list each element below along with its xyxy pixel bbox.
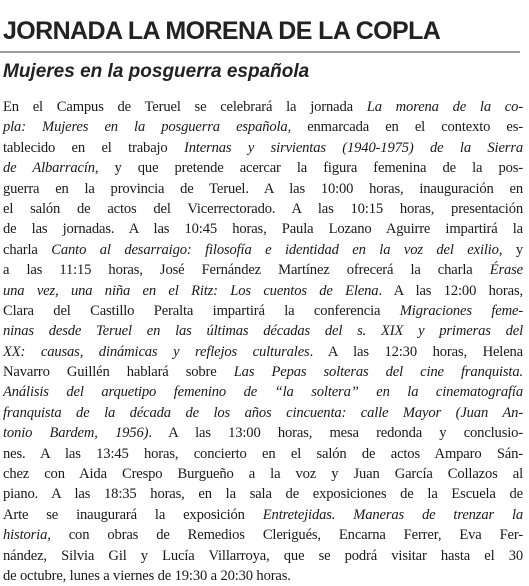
italic-title-text: pla: Mujeres en la posguerra española <box>3 119 288 136</box>
body-text-run: el salón de actos del Vicerrectorado. A las 10:15 horas, presentación <box>3 200 523 217</box>
article-body <box>3 97 523 586</box>
body-line <box>3 97 523 117</box>
italic-title-text: Análisis del arquetipo femenino de “la soltera” en la cinematografía <box>3 384 523 401</box>
italic-title-text: XX: causas, dinámicas y reflejos culturales <box>3 343 310 360</box>
italic-title-text: una vez, una niña en el Ritz: Los cuentos de Elena <box>3 282 379 299</box>
body-line <box>3 382 523 402</box>
body-text-run: chez con Aida Crespo Burgueño a la voz y Juan García Collazos al <box>3 466 523 483</box>
body-line <box>3 566 523 586</box>
body-text-run: de octubre, lunes a viernes de 19:30 a 20:30 horas. <box>3 567 291 584</box>
body-text-run: , y <box>498 241 524 258</box>
body-text-run: Navarro Guillén hablará sobre <box>3 364 234 381</box>
subhead: Mujeres en la posguerra española <box>3 61 310 82</box>
body-text-run: guerra en la provincia de Teruel. A las 10:00 horas, inauguración en <box>3 180 523 197</box>
body-line <box>3 525 523 545</box>
italic-title-text: historia <box>3 527 48 544</box>
body-text-run: a las 11:15 horas, José Fernández Martínez ofrecerá la charla <box>3 262 490 279</box>
body-text-run: nández, Silvia Gil y Lucía Villarroya, que se podrá visitar hasta el 30 <box>3 547 523 564</box>
body-text-run: charla <box>3 241 52 258</box>
italic-title-text: de Albarracín <box>3 160 95 177</box>
body-line <box>3 158 523 178</box>
italic-title-text: Las Pepas solteras del cine franquista. <box>233 364 523 381</box>
body-line <box>3 362 523 382</box>
body-text-run: Arte se inaugurará la exposición <box>3 506 263 523</box>
body-line <box>3 199 523 219</box>
body-line <box>3 546 523 566</box>
italic-title-text: ninas desde Teruel en las últimas décadas del s. XIX y primeras del <box>3 323 523 340</box>
italic-title-text: Érase <box>489 262 523 279</box>
body-line <box>3 219 523 239</box>
body-text-run: , con obras de Remedios Clerigués, Encarna Ferrer, Eva Fer- <box>47 527 523 544</box>
body-line <box>3 321 523 341</box>
body-line <box>3 342 523 362</box>
body-line <box>3 423 523 443</box>
headline-rule <box>0 51 520 53</box>
italic-title-text: Internas y sirvientas (1940-1975) de la Sierra <box>184 139 523 156</box>
body-text-run: , enmarcada en el contexto es- <box>287 119 523 136</box>
body-text-run: nes. A las 13:45 horas, concierto en el salón de actos Amparo Sán- <box>3 445 523 462</box>
italic-title-text: Entretejidas. Maneras de trenzar la <box>262 506 523 523</box>
body-line <box>3 138 523 158</box>
body-line <box>3 240 523 260</box>
body-text-run: Clara del Castillo Peralta impartirá la conferencia <box>3 302 400 319</box>
body-text-run: de las jornadas. A las 10:45 horas, Paula Lozano Aguirre impartirá la <box>3 221 523 238</box>
body-text-run: . A las 13:00 horas, mesa redonda y conclusio- <box>148 425 523 442</box>
body-text-run: piano. A las 18:35 horas, en la sala de exposiciones de la Escuela de <box>3 486 523 503</box>
body-line <box>3 505 523 525</box>
body-line <box>3 301 523 321</box>
italic-title-text: Canto al desarraigo: filosofía e identidad en la voz del exilio <box>51 241 499 258</box>
body-line <box>3 464 523 484</box>
body-line <box>3 484 523 504</box>
italic-title-text: Migraciones feme- <box>399 302 523 319</box>
italic-title-text: franquista de la década de los años cincuenta: calle Mayor (Juan An- <box>3 404 523 421</box>
body-text-run: tablecido en el trabajo <box>3 139 185 156</box>
body-text-run: . A las 12:00 horas, <box>378 282 523 299</box>
body-line <box>3 403 523 423</box>
body-line <box>3 179 523 199</box>
body-line <box>3 117 523 137</box>
italic-title-text: La morena de la co- <box>366 99 523 115</box>
headline: JORNADA LA MORENA DE LA COPLA <box>3 17 441 45</box>
body-line <box>3 444 523 464</box>
body-line <box>3 281 523 301</box>
italic-title-text: tonio Bardem, 1956) <box>3 425 149 442</box>
body-line <box>3 260 523 280</box>
body-text-run: . A las 12:30 horas, Helena <box>309 343 523 360</box>
body-text-run: En el Campus de Teruel se celebrará la jornada <box>3 99 367 115</box>
body-text-run: , y que pretende acercar la figura femenina de la pos- <box>94 160 523 177</box>
